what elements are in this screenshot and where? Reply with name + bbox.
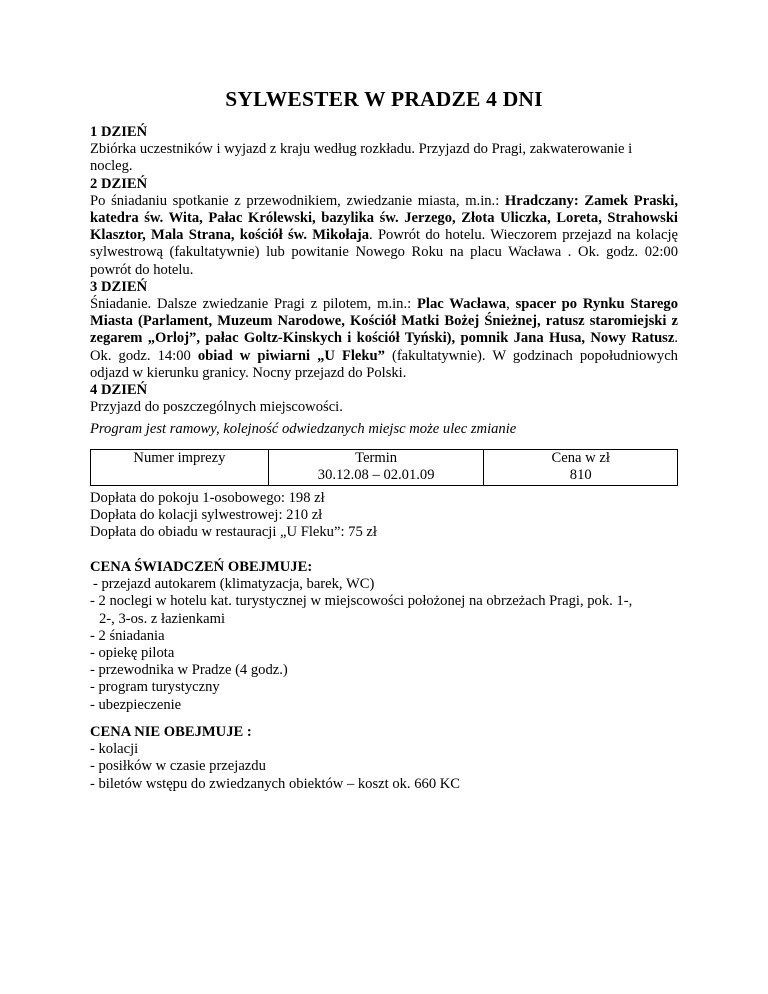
day-highlight: spacer po Rynku Starego Miasta (Parlament, Muzeum Narodowe, Kościół Matki Bożej Śnieżnej, ratusz staromiejski z zegarem „Orloj”, pałac Goltz-Kinskych i kościół Tyński), pomnik Jana Husa, Nowy Ratusz: [90, 296, 678, 347]
excludes-title: CENA NIE OBEJMUJE :: [90, 724, 252, 740]
list-item: - przejazd autokarem (klimatyzacja, barek, WC): [93, 576, 375, 593]
day-1: [90, 124, 678, 176]
date-value: 30.12.08 – 02.01.09: [317, 467, 435, 484]
day-3: [90, 279, 678, 382]
date-cell: [268, 450, 484, 486]
includes-section: [90, 559, 678, 714]
day-highlight: obiad w piwiarni „U Fleku”: [197, 347, 385, 364]
day-text: . Ok. godz. 14:00: [90, 330, 678, 364]
list-item: - przewodnika w Pradze (4 godz.): [90, 662, 288, 679]
day-4: [90, 382, 678, 416]
day-text: ,: [506, 296, 516, 313]
price-cell: [484, 450, 678, 486]
day-description: [90, 193, 678, 279]
day-heading: 1 DZIEŃ: [90, 124, 148, 140]
list-item: - 2 noclegi w hotelu kat. turystycznej w miejscowości położonej na obrzeżach Pragi, pok. 1-,: [90, 593, 633, 610]
day-2: [90, 176, 678, 279]
day-description: [90, 296, 678, 382]
surcharge-item: Dopłata do obiadu w restauracji „U Fleku”: 75 zł: [90, 524, 377, 541]
event-number-header: Numer imprezy: [133, 450, 226, 466]
list-item: - biletów wstępu do zwiedzanych obiektów – koszt ok. 660 KC: [90, 775, 461, 792]
day-heading: 4 DZIEŃ: [90, 382, 148, 399]
day-highlight: Hradczany: Zamek Praski, katedra św. Wita, Pałac Królewski, bazylika św. Jerzego, Złota Uliczka, Loreta, Strahowski Klasztor, Mala Strana, kościół św. Mikołaja: [90, 192, 678, 244]
program-note: Program jest ramowy, kolejność odwiedzanych miejsc może ulec zmianie: [90, 421, 517, 437]
surcharge-item: Dopłata do kolacji sylwestrowej: 210 zł: [90, 507, 323, 524]
list-item: - program turystyczny: [90, 679, 220, 696]
price-table: [90, 449, 678, 486]
day-heading: 2 DZIEŃ: [90, 175, 148, 192]
list-item: - kolacji: [90, 741, 139, 758]
list-item: - posiłków w czasie przejazdu: [90, 758, 266, 775]
day-text: (fakultatywnie). W godzinach popołudniowych odjazd w kierunku granicy. Nocny przejazd do Polski.: [90, 347, 678, 381]
list-item: - ubezpieczenie: [90, 696, 182, 713]
day-description: Zbiórka uczestników i wyjazd z kraju według rozkładu. Przyjazd do Pragi, zakwaterowanie i nocleg.: [90, 141, 633, 175]
list-item: - opiekę pilota: [90, 645, 175, 662]
program-section: [90, 124, 678, 416]
day-highlight: Plac Wacława: [416, 296, 507, 313]
price-header: Cena w zł: [551, 450, 610, 466]
day-heading: 3 DZIEŃ: [90, 278, 148, 295]
includes-title: CENA ŚWIADCZEŃ OBEJMUJE:: [90, 559, 313, 575]
surcharge-item: Dopłata do pokoju 1-osobowego: 198 zł: [90, 490, 325, 506]
excludes-section: [90, 724, 678, 793]
day-text: . Powrót do hotelu. Wieczorem przejazd na kolację sylwestrową (fakultatywnie) lub powitanie Nowego Roku na placu Wacława . Ok. godz. 02:00 powrót do hotelu.: [90, 227, 678, 278]
table-row: [91, 450, 678, 486]
event-number-cell: [91, 450, 269, 486]
list-item: 2-, 3-os. z łazienkami: [99, 610, 226, 627]
day-text: Po śniadaniu spotkanie z przewodnikiem, zwiedzanie miasta, m.in.:: [90, 192, 505, 209]
surcharges: [90, 490, 678, 542]
date-header: Termin: [355, 450, 398, 466]
day-text: Śniadanie. Dalsze zwiedzanie Pragi z pilotem, m.in.:: [90, 296, 417, 313]
list-item: - 2 śniadania: [90, 627, 165, 644]
day-description: Przyjazd do poszczególnych miejscowości.: [90, 399, 343, 416]
price-value: 810: [569, 467, 592, 484]
document-title: SYLWESTER W PRADZE 4 DNI: [225, 87, 543, 111]
